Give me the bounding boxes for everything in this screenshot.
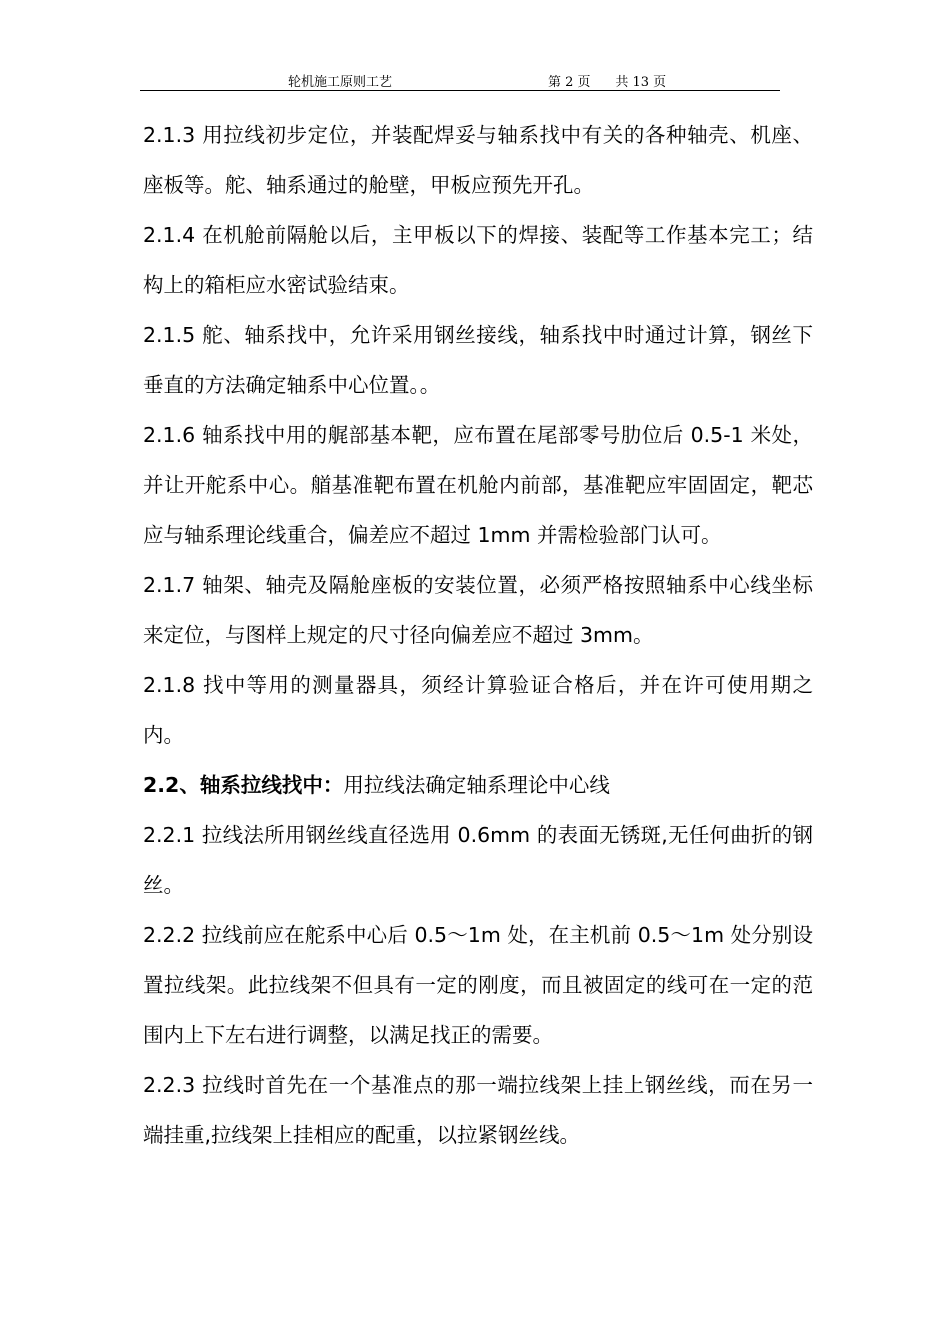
paragraph-2-1-5: 2.1.5 舵、轴系找中，允许采用钢丝接线，轴系找中时通过计算，钢丝下垂直的方法确定轴系中心位置。。 xyxy=(143,323,813,397)
paragraph-2-2-1: 2.2.1 拉线法所用钢丝线直径选用 0.6mm 的表面无锈斑,无任何曲折的钢丝。 xyxy=(143,823,813,897)
paragraph-2-2-3: 2.2.3 拉线时首先在一个基准点的那一端拉线架上挂上钢丝线，而在另一端挂重,拉线架上挂相应的配重，以拉紧钢丝线。 xyxy=(143,1073,813,1147)
paragraph-2-1-8: 2.1.8 找中等用的测量器具，须经计算验证合格后，并在许可使用期之内。 xyxy=(143,673,813,747)
document-body xyxy=(143,110,813,1160)
section-heading-2-2 xyxy=(143,760,813,810)
header-page-number: 第 2 页 共 13 页 xyxy=(548,75,667,90)
section-heading-2-2-text: 用拉线法确定轴系理论中心线 xyxy=(343,773,610,797)
header-doc-title: 轮机施工原则工艺 xyxy=(288,75,393,90)
paragraph-2-1-3: 2.1.3 用拉线初步定位，并装配焊妥与轴系找中有关的各种轴壳、机座、座板等。舵、轴系通过的舱壁，甲板应预先开孔。 xyxy=(143,123,813,197)
paragraph-2-1-6: 2.1.6 轴系找中用的艉部基本靶，应布置在尾部零号肋位后 0.5-1 米处，并让开舵系中心。艏基准靶布置在机舱内前部，基准靶应牢固固定，靶芯应与轴系理论线重合，偏差应不超过 1mm 并需检验部门认可。 xyxy=(143,423,813,547)
paragraph-2-1-4: 2.1.4 在机舱前隔舱以后，主甲板以下的焊接、装配等工作基本完工；结构上的箱柜应水密试验结束。 xyxy=(143,223,813,297)
section-heading-2-2-title: 2.2、轴系拉线找中： xyxy=(143,773,344,797)
page-header xyxy=(140,70,780,91)
paragraph-2-2-2: 2.2.2 拉线前应在舵系中心后 0.5～1m 处，在主机前 0.5～1m 处分别设置拉线架。此拉线架不但具有一定的刚度，而且被固定的线可在一定的范围内上下左右进行调整，以满足找正的需要。 xyxy=(143,923,813,1047)
paragraph-2-1-7: 2.1.7 轴架、轴壳及隔舱座板的安装位置，必须严格按照轴系中心线坐标来定位，与图样上规定的尺寸径向偏差应不超过 3mm。 xyxy=(143,573,813,647)
